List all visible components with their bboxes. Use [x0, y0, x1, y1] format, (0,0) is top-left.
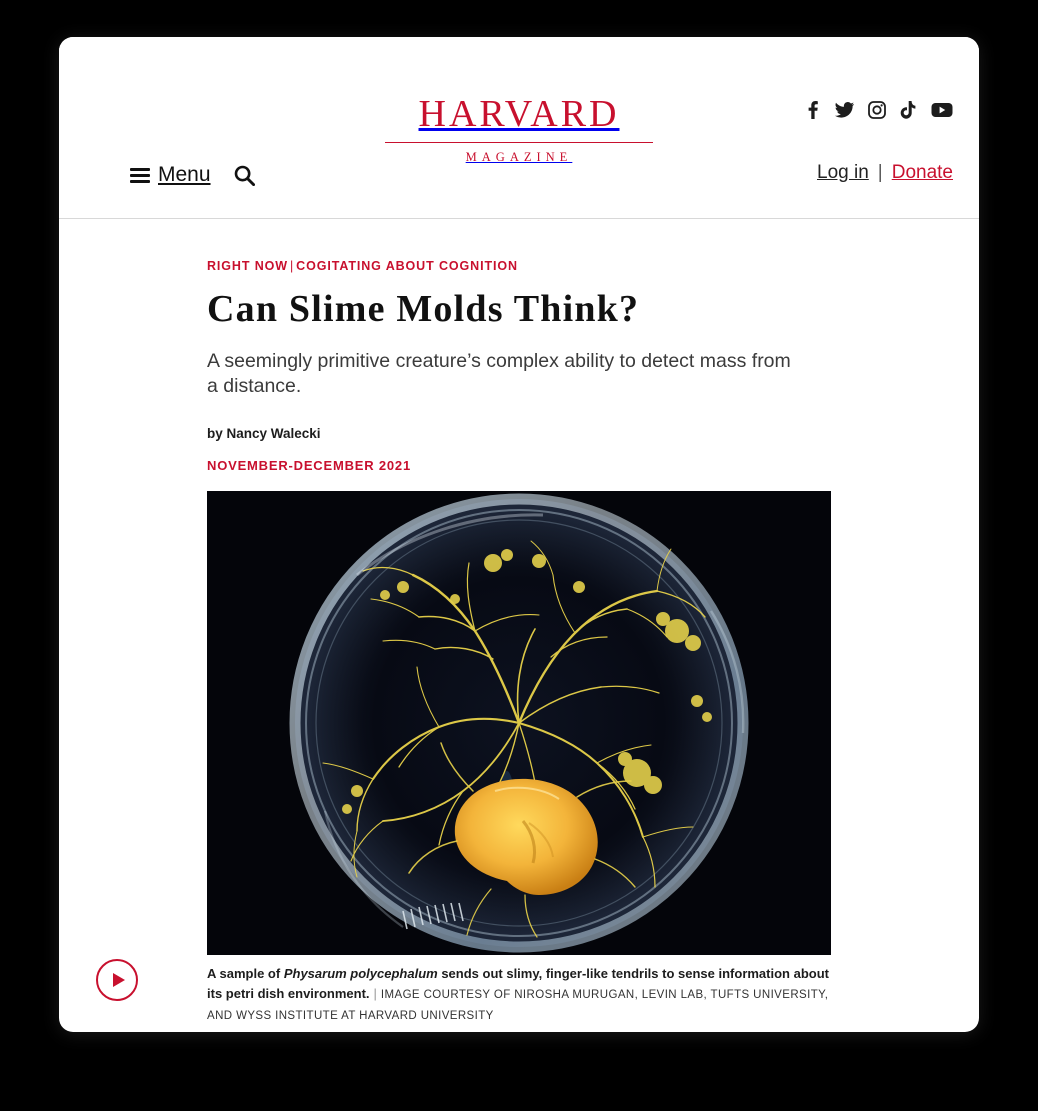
article-kicker [207, 259, 831, 273]
logo-subtitle: MAGAZINE [465, 150, 573, 164]
instagram-icon[interactable] [868, 101, 886, 119]
twitter-icon[interactable] [835, 101, 854, 119]
image-caption [207, 964, 829, 1026]
play-icon [113, 973, 125, 987]
social-links [804, 101, 953, 119]
article-body [59, 219, 979, 1025]
caption-pipe: | [373, 985, 377, 1001]
kicker-column-link[interactable]: COGITATING ABOUT COGNITION [296, 259, 518, 273]
youtube-icon[interactable] [931, 102, 953, 118]
login-link[interactable]: Log in [817, 162, 869, 183]
caption-species: Physarum polycephalum [283, 965, 438, 981]
search-icon[interactable] [234, 165, 255, 186]
caption-credit: IMAGE COURTESY OF NIROSHA MURUGAN, LEVIN LAB, TUFTS UNIVERSITY, AND WYSS INSTITUTE AT HARVARD UNIVERSITY [207, 988, 829, 1022]
issue-date: NOVEMBER-DECEMBER 2021 [207, 457, 411, 473]
caption-rest: sends out slimy, finger-like tendrils to sense information about its petri dish environment. [207, 965, 829, 1001]
logo-wordmark: HARVARD [418, 93, 620, 135]
article-deck: A seemingly primitive creature’s complex ability to detect mass from a distance. [207, 350, 791, 398]
article-hero-image [207, 491, 831, 955]
facebook-icon[interactable] [804, 101, 821, 119]
account-separator: | [877, 162, 883, 183]
article-byline: by Nancy Walecki [207, 425, 321, 441]
petri-dish-illustration [207, 491, 831, 955]
site-header [59, 37, 979, 219]
logo-divider [385, 142, 653, 143]
hamburger-icon [130, 168, 150, 183]
tiktok-icon[interactable] [900, 101, 917, 119]
menu-toggle-button[interactable] [130, 163, 211, 187]
kicker-section-link[interactable]: RIGHT NOW [207, 259, 289, 273]
account-links [817, 162, 953, 184]
browser-page-frame [59, 37, 979, 1032]
play-audio-button[interactable] [96, 959, 138, 1001]
kicker-separator: | [290, 259, 295, 273]
page-title: Can Slime Molds Think? [207, 288, 640, 330]
header-nav-left [130, 163, 255, 187]
donate-link[interactable]: Donate [891, 162, 953, 183]
menu-label: Menu [158, 163, 211, 186]
caption-lead: A sample of [207, 965, 284, 981]
